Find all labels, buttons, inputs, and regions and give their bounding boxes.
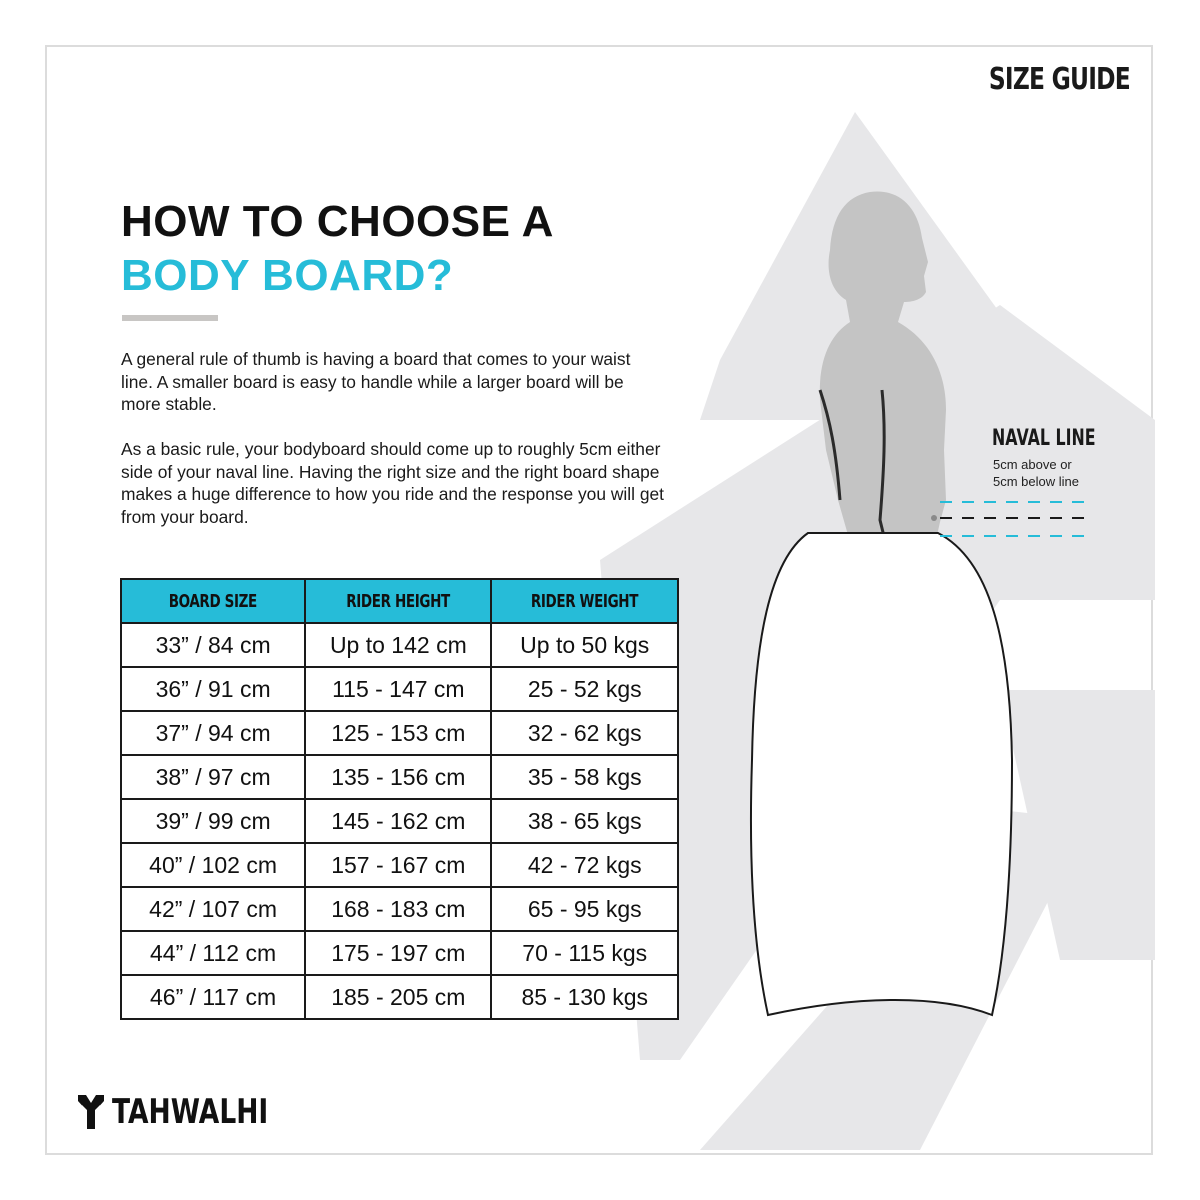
cell-rider-height: 135 - 156 cm — [305, 755, 491, 799]
cell-board-size: 46” / 117 cm — [121, 975, 305, 1019]
cell-rider-weight: 85 - 130 kgs — [491, 975, 678, 1019]
title-divider — [122, 315, 218, 321]
table-row — [121, 755, 678, 799]
header-rider-height: RIDER HEIGHT — [305, 579, 491, 623]
table-row — [121, 975, 678, 1019]
bodyboard-outline — [751, 533, 1012, 1015]
tahwalhi-logo-icon — [78, 1095, 104, 1129]
cell-board-size: 36” / 91 cm — [121, 667, 305, 711]
cell-board-size: 39” / 99 cm — [121, 799, 305, 843]
naval-line-caption-1: 5cm above or — [993, 457, 1072, 472]
cell-rider-height: 145 - 162 cm — [305, 799, 491, 843]
table-row — [121, 711, 678, 755]
brand-logo — [78, 1092, 312, 1132]
cell-rider-weight: 35 - 58 kgs — [491, 755, 678, 799]
naval-line-caption — [993, 456, 1079, 490]
table-row — [121, 799, 678, 843]
intro-paragraph-1: A general rule of thumb is having a board that comes to your waist line. A smaller board is easy to handle while a larger board will be more stable. — [121, 349, 631, 414]
intro-paragraph-2: As a basic rule, your bodyboard should come up to roughly 5cm either side of your naval line. Having the right size and the right board shape makes a huge difference to how you ride and the response you will get from your board. — [121, 439, 664, 527]
cell-rider-height: 185 - 205 cm — [305, 975, 491, 1019]
cell-rider-height: 175 - 197 cm — [305, 931, 491, 975]
cell-rider-weight: 25 - 52 kgs — [491, 667, 678, 711]
cell-board-size: 40” / 102 cm — [121, 843, 305, 887]
title-line-2: BODY BOARD? — [121, 251, 454, 300]
size-guide-label: SIZE GUIDE — [988, 62, 1130, 97]
table-row — [121, 887, 678, 931]
page-title — [121, 195, 554, 303]
cell-board-size: 42” / 107 cm — [121, 887, 305, 931]
cell-board-size: 33” / 84 cm — [121, 623, 305, 667]
navel-marker — [931, 515, 937, 521]
cell-board-size: 37” / 94 cm — [121, 711, 305, 755]
brand-name: TAHWALHI — [112, 1092, 269, 1132]
cell-rider-height: 157 - 167 cm — [305, 843, 491, 887]
cell-rider-height: 125 - 153 cm — [305, 711, 491, 755]
cell-rider-weight: 65 - 95 kgs — [491, 887, 678, 931]
table-row — [121, 931, 678, 975]
cell-rider-weight: 32 - 62 kgs — [491, 711, 678, 755]
table-row — [121, 843, 678, 887]
header-board-size: BOARD SIZE — [121, 579, 305, 623]
cell-board-size: 38” / 97 cm — [121, 755, 305, 799]
title-line-1: HOW TO CHOOSE A — [121, 197, 554, 246]
cell-rider-height: 168 - 183 cm — [305, 887, 491, 931]
table-row — [121, 667, 678, 711]
cell-rider-weight: 42 - 72 kgs — [491, 843, 678, 887]
naval-line-caption-2: 5cm below line — [993, 474, 1079, 489]
cell-rider-weight: 70 - 115 kgs — [491, 931, 678, 975]
header-rider-weight: RIDER WEIGHT — [491, 579, 678, 623]
table-row — [121, 623, 678, 667]
table-header-row — [121, 579, 678, 623]
cell-rider-weight: Up to 50 kgs — [491, 623, 678, 667]
cell-rider-height: 115 - 147 cm — [305, 667, 491, 711]
cell-rider-height: Up to 142 cm — [305, 623, 491, 667]
cell-board-size: 44” / 112 cm — [121, 931, 305, 975]
cell-rider-weight: 38 - 65 kgs — [491, 799, 678, 843]
size-table — [120, 578, 679, 1020]
naval-line-title: NAVAL LINE — [992, 426, 1096, 451]
